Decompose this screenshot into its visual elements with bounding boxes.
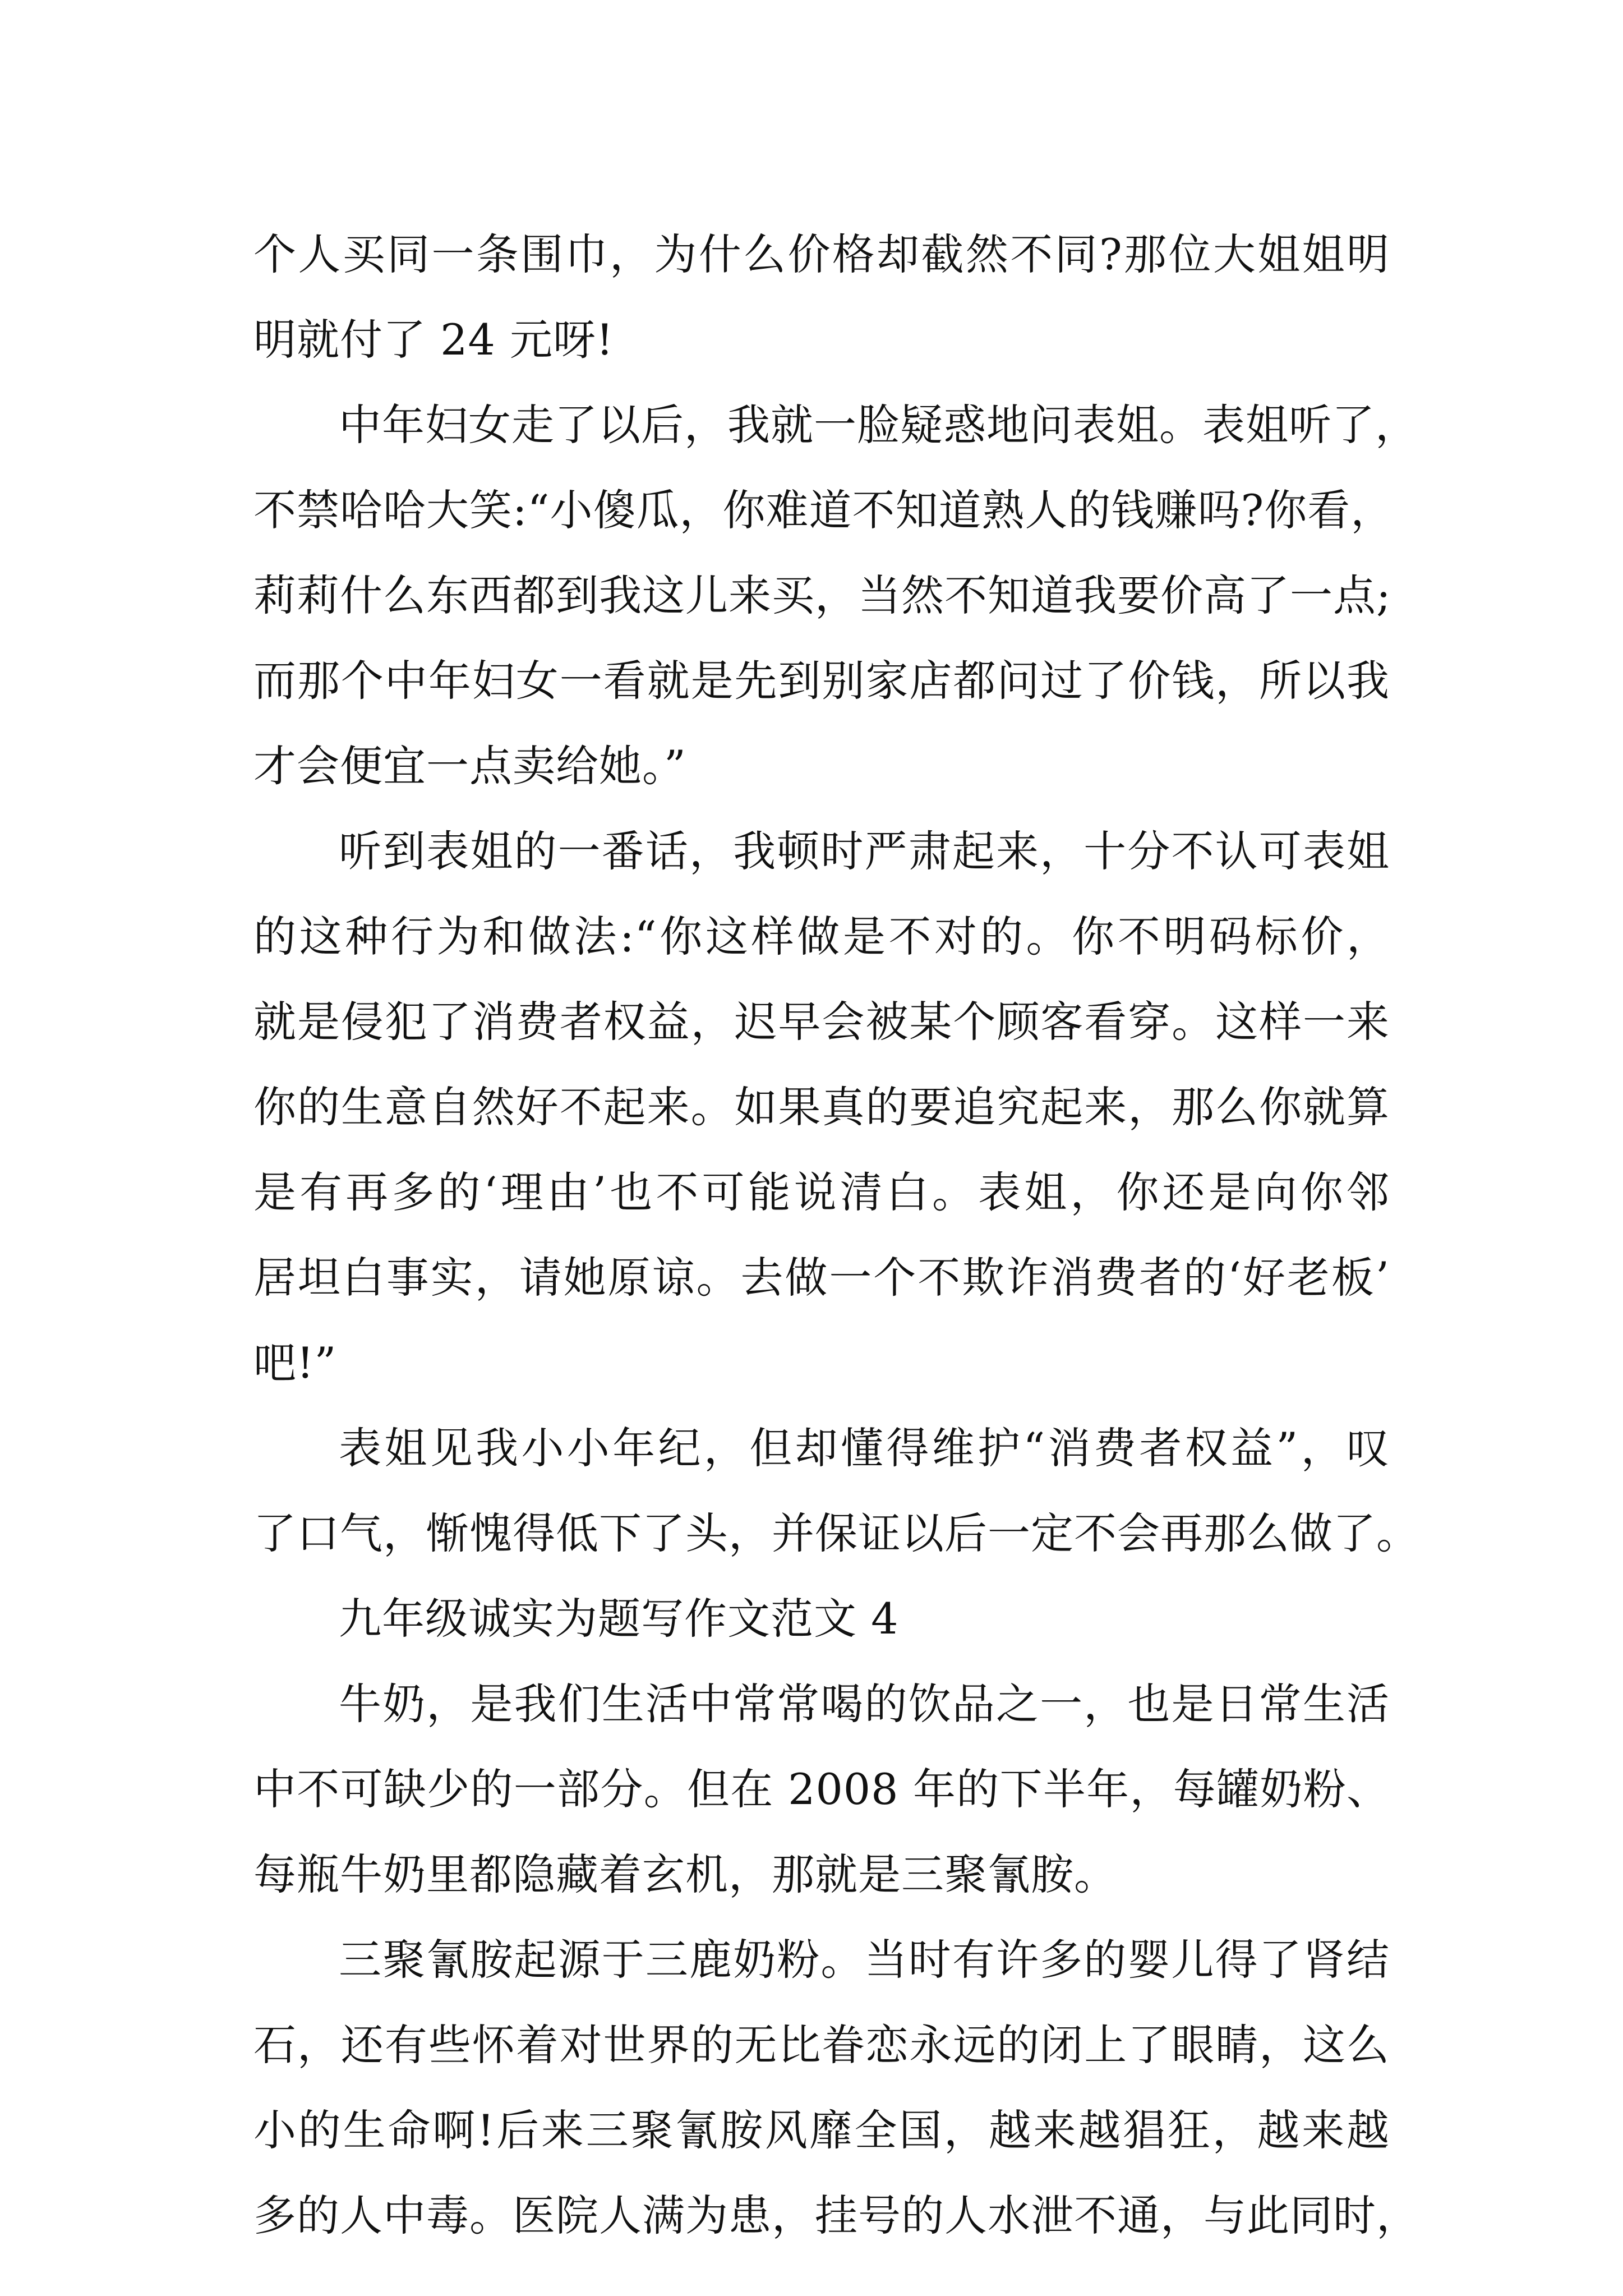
paragraph-first-line: 三聚氰胺起源于三鹿奶粉。当时有许多的婴儿得了肾结 xyxy=(339,1935,1390,1985)
text-line: 的这种行为和做法:“你这样做是不对的。你不明码标价， xyxy=(253,912,1390,961)
text-line: 吧!” xyxy=(253,1338,337,1388)
text-line: 每瓶牛奶里都隐藏着玄机，那就是三聚氰胺。 xyxy=(253,1849,1117,1899)
paragraph-first-line: 听到表姐的一番话，我顿时严肃起来，十分不认可表姐 xyxy=(339,826,1390,876)
text-line: 就是侵犯了消费者权益，迟早会被某个顾客看穿。这样一来 xyxy=(253,997,1390,1047)
text-line: 不禁哈哈大笑:“小傻瓜，你难道不知道熟人的钱赚吗?你看， xyxy=(253,485,1394,535)
document-body xyxy=(253,212,1419,2258)
text-line: 小的生命啊!后来三聚氰胺风靡全国，越来越猖狂，越来越 xyxy=(253,2105,1390,2155)
paragraph-first-line: 牛奶，是我们生活中常常喝的饮品之一，也是日常生活 xyxy=(339,1679,1390,1729)
text-line: 石，还有些怀着对世界的无比眷恋永远的闭上了眼睛，这么 xyxy=(253,2020,1390,2070)
text-line: 才会便宜一点卖给她。” xyxy=(253,741,686,791)
paragraph-first-line: 表姐见我小小年纪，但却懂得维护“消费者权益”，叹 xyxy=(339,1423,1390,1473)
text-line: 而那个中年妇女一看就是先到别家店都问过了价钱，所以我 xyxy=(253,656,1390,706)
text-line: 个人买同一条围巾，为什么价格却截然不同?那位大姐姐明 xyxy=(253,229,1390,279)
text-line: 了口气，惭愧得低下了头，并保证以后一定不会再那么做了。 xyxy=(253,1508,1419,1558)
text-line: 中不可缺少的一部分。但在 2008 年的下半年，每罐奶粉、 xyxy=(253,1764,1390,1814)
text-line: 多的人中毒。医院人满为患，挂号的人水泄不通，与此同时， xyxy=(253,2191,1419,2240)
section-heading: 九年级诚实为题写作文范文 4 xyxy=(339,1594,899,1644)
text-line: 明就付了 24 元呀! xyxy=(253,315,614,365)
text-line: 居坦白事实，请她原谅。去做一个不欺诈消费者的‘好老板’ xyxy=(253,1253,1390,1303)
text-line: 莉莉什么东西都到我这儿来买，当然不知道我要价高了一点; xyxy=(253,570,1391,620)
text-line: 是有再多的‘理由’也不可能说清白。表姐，你还是向你邻 xyxy=(253,1167,1390,1217)
paragraph-first-line: 中年妇女走了以后，我就一脸疑惑地问表姐。表姐听了， xyxy=(339,400,1418,450)
text-line: 你的生意自然好不起来。如果真的要追究起来，那么你就算 xyxy=(253,1082,1390,1132)
